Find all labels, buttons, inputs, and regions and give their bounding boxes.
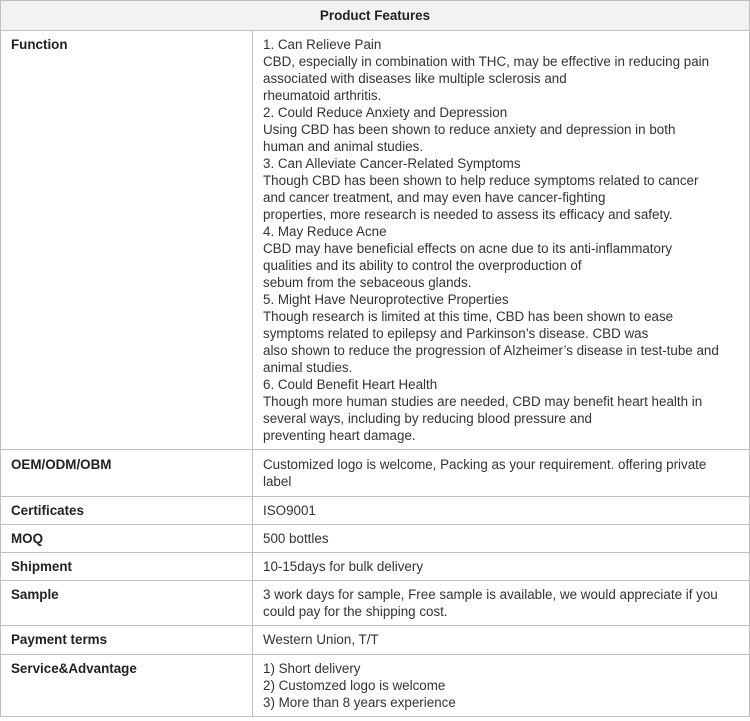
value-line: qualities and its ability to control the overproduction of [263,258,582,273]
row-value [253,581,750,626]
table-row [1,553,750,581]
value-line: 6. Could Benefit Heart Health [263,377,438,392]
value-line: Western Union, T/T [263,632,379,647]
table-row [1,525,750,553]
value-line: Customized logo is welcome, Packing as your requirement. offering private [263,457,707,472]
value-line: also shown to reduce the progression of Alzheimer’s disease in test-tube and [263,343,719,358]
row-label: Service&Advantage [1,655,253,717]
row-value [253,553,750,581]
table-row [1,581,750,626]
row-value [253,31,750,450]
value-line: Though more human studies are needed, CBD may benefit heart health in [263,394,703,409]
value-line: could pay for the shipping cost. [263,604,448,619]
value-line: preventing heart damage. [263,428,416,443]
value-line: 1) Short delivery [263,661,361,676]
table-row [1,655,750,717]
value-line: 2) Customzed logo is welcome [263,678,446,693]
value-line: several ways, including by reducing blood pressure and [263,411,593,426]
value-line: animal studies. [263,360,353,375]
value-line: 2. Could Reduce Anxiety and Depression [263,105,508,120]
value-line: associated with diseases like multiple sclerosis and [263,71,567,86]
table-row [1,31,750,450]
table-row [1,497,750,525]
row-label: Shipment [1,553,253,581]
row-value [253,626,750,655]
value-line: sebum from the sebaceous glands. [263,275,472,290]
row-label: OEM/ODM/OBM [1,450,253,497]
value-line: Though research is limited at this time, CBD has been shown to ease [263,309,674,324]
value-line: 1. Can Relieve Pain [263,37,382,52]
value-line: 10-15days for bulk delivery [263,559,424,574]
table-header-row [1,1,750,31]
value-line: 4. May Reduce Acne [263,224,387,239]
row-label: Certificates [1,497,253,525]
value-line: 500 bottles [263,531,329,546]
row-value [253,655,750,717]
value-line: Though CBD has been shown to help reduce symptoms related to cancer [263,173,699,188]
row-value [253,497,750,525]
value-line: properties, more research is needed to assess its efficacy and safety. [263,207,673,222]
table-row [1,626,750,655]
value-line: Using CBD has been shown to reduce anxiety and depression in both [263,122,676,137]
value-line: ISO9001 [263,503,316,518]
value-line: 3) More than 8 years experience [263,695,456,710]
value-line: 3 work days for sample, Free sample is available, we would appreciate if you [263,587,718,602]
value-line: and cancer treatment, and may even have cancer-fighting [263,190,606,205]
row-label: Sample [1,581,253,626]
value-line: CBD, especially in combination with THC, may be effective in reducing pain [263,54,710,69]
row-label: Function [1,31,253,450]
table-body [1,31,750,717]
row-value [253,525,750,553]
value-line: 5. Might Have Neuroprotective Properties [263,292,509,307]
value-line: rheumatoid arthritis. [263,88,382,103]
value-line: symptoms related to epilepsy and Parkinson’s disease. CBD was [263,326,649,341]
row-label: MOQ [1,525,253,553]
row-value [253,450,750,497]
value-line: CBD may have beneficial effects on acne due to its anti-inflammatory [263,241,673,256]
value-line: label [263,474,292,489]
row-label: Payment terms [1,626,253,655]
table-title: Product Features [1,1,750,31]
value-line: human and animal studies. [263,139,424,154]
table-row [1,450,750,497]
value-line: 3. Can Alleviate Cancer-Related Symptoms [263,156,521,171]
